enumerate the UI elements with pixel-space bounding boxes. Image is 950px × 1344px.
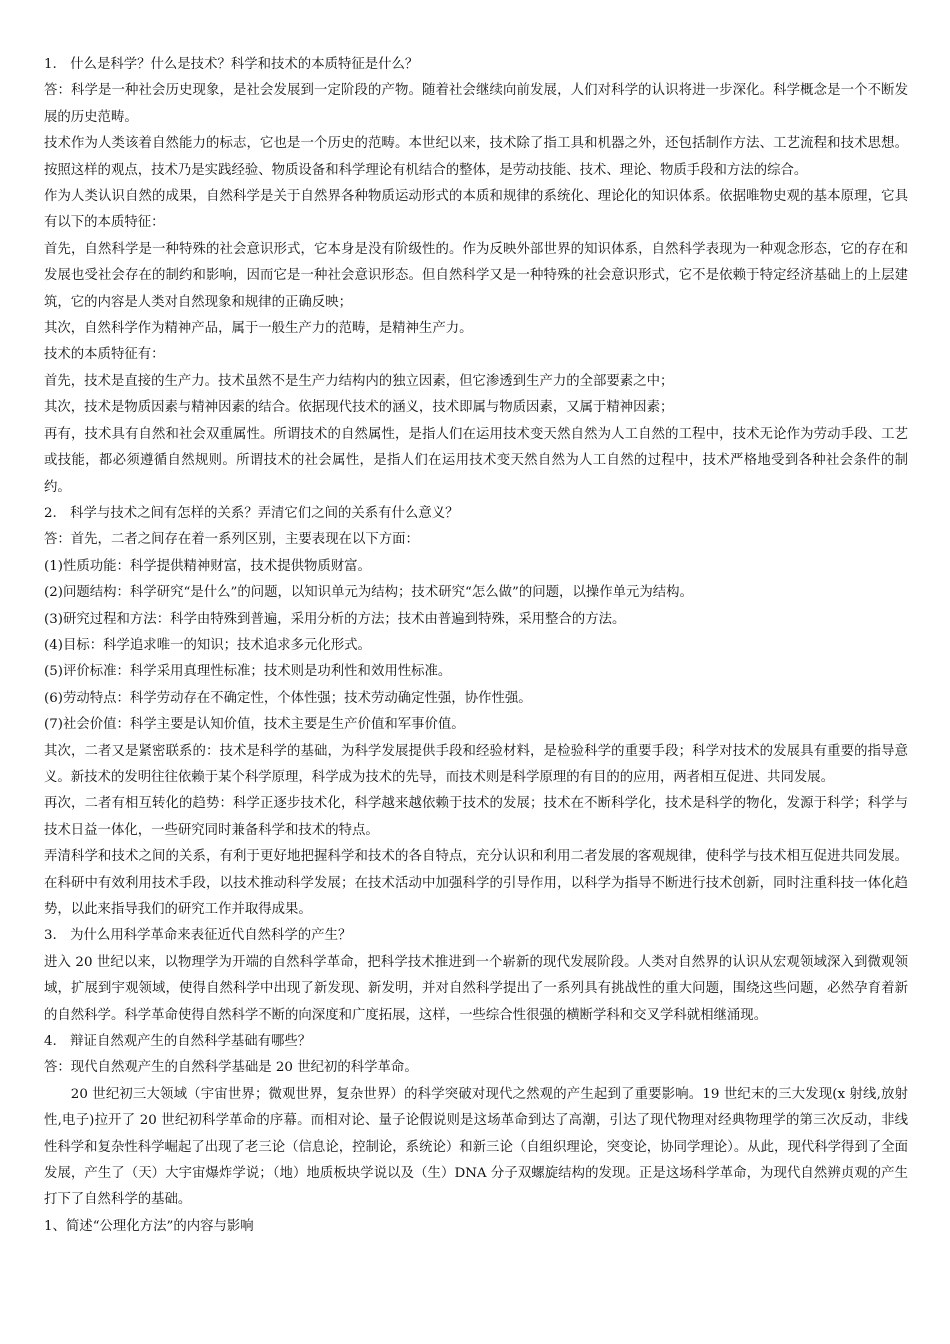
paragraph: 再次，二者有相互转化的趋势：科学正逐步技术化，科学越来越依赖于技术的发展；技术在不断科学化，技术是科学的物化，发源于科学；科学与技术日益一体化，一些研究同时兼备科学和技术的特点。 — [44, 796, 908, 838]
paragraph: (1)性质功能：科学提供精神财富，技术提供物质财富。 — [44, 558, 371, 574]
paragraph: 其次，二者又是紧密联系的：技术是科学的基础，为科学发展提供手段和经验材料，是检验科学的重要手段；科学对技术的发展具有重要的指导意义。新技术的发明往往依赖于某个科学原理，科学成为技术的先导，而技术则是科学原理的有目的的应用，两者相互促进、共同发展。 — [44, 743, 908, 785]
question-heading: 4. 辩证自然观产生的自然科学基础有哪些？ — [44, 1034, 312, 1050]
paragraph: 首先，自然科学是一种特殊的社会意识形式，它本身是没有阶级性的。作为反映外部世界的知识体系，自然科学表现为一种观念形态，它的存在和发展也受社会存在的制约和影响，因而它是一种社会意识形态。但自然科学又是一种特殊的社会意识形式，它不是依赖于特定经济基础上的上层建筑，它的内容是人类对自然现象和规律的正确反映； — [44, 241, 908, 310]
question-heading: 1. 什么是科学？什么是技术？科学和技术的本质特征是什么？ — [44, 57, 419, 72]
paragraph: 答：现代自然观产生的自然科学基础是 20 世纪初的科学革命。 — [44, 1060, 418, 1076]
paragraph: 进入 20 世纪以来，以物理学为开端的自然科学革命，把科学技术推进到一个崭新的现代发展阶段。人类对自然界的认识从宏观领域深入到微观领域，扩展到宇观领域，使得自然科学中出现了新发现、新发明，并对自然科学提出了一系列具有挑战性的重大问题，围绕这些问题，必然孕育着新的自然科学。科学革命使得自然科学不断的向深度和广度拓展，这样，一些综合性很强的横断学科和交叉学科就相继涌现。 — [44, 954, 908, 1023]
paragraph: (3)研究过程和方法：科学由特殊到普遍，采用分析的方法；技术由普遍到特殊，采用整合的方法。 — [44, 611, 626, 627]
paragraph: 其次，自然科学作为精神产品，属于一般生产力的范畴，是精神生产力。 — [44, 321, 473, 337]
paragraph: 技术作为人类该着自然能力的标志，它也是一个历史的范畴。本世纪以来，技术除了指工具和机器之外，还包括制作方法、工艺流程和技术思想。按照这样的观点，技术乃是实践经验、物质设备和科学理论有机结合的整体，是劳动技能、技术、理论、物质手段和方法的综合。 — [44, 136, 908, 178]
paragraph: 技术的本质特征有： — [44, 347, 165, 363]
paragraph: (6)劳动特点：科学劳动存在不确定性，个体性强；技术劳动确定性强，协作性强。 — [44, 690, 532, 706]
paragraph: 答：首先，二者之间存在着一系列区别，主要表现在以下方面： — [44, 532, 419, 548]
paragraph: 作为人类认识自然的成果，自然科学是关于自然界各种物质运动形式的本质和规律的系统化、理论化的知识体系。依据唯物史观的基本原理，它具有以下的本质特征： — [44, 189, 908, 231]
document-body — [44, 52, 908, 1240]
paragraph: 20 世纪初三大领域（宇宙世界；微观世界，复杂世界）的科学突破对现代之然观的产生起到了重要影响。19 世纪末的三大发现(x 射线,放射性,电子)拉开了 20 世纪初科学革命的序幕。而相对论、量子论假说则是这场革命到达了高潮，引达了现代物理对经典物理学的第三次反动，非线性科学和复杂性科学崛起了出现了老三论（信息论，控制论，系统论）和新三论（自组织理论，突变论，协同学理论）。从此，现代科学得到了全面发展，产生了（天）大宇宙爆炸学说；（地）地质板块学说以及（生）DNA 分子双螺旋结构的发现。正是这场科学革命，为现代自然辨贞观的产生打下了自然科学的基础。 — [44, 1086, 908, 1208]
paragraph: 弄清科学和技术之间的关系，有利于更好地把握科学和技术的各自特点，充分认识和利用二者发展的客观规律，使科学与技术相互促进共同发展。在科研中有效利用技术手段，以技术推动科学发展；在技术活动中加强科学的引导作用，以科学为指导不断进行技术创新，同时注重科技一体化趋势，以此来指导我们的研究工作并取得成果。 — [44, 849, 908, 917]
paragraph: (4)目标：科学追求唯一的知识；技术追求多元化形式。 — [44, 637, 371, 653]
paragraph: (7)社会价值：科学主要是认知价值，技术主要是生产价值和军事价值。 — [44, 717, 465, 733]
paragraph: 答：科学是一种社会历史现象，是社会发展到一定阶段的产物。随着社会继续向前发展，人们对科学的认识将进一步深化。科学概念是一个不断发展的历史范畴。 — [44, 83, 908, 125]
paragraph: 其次，技术是物质因素与精神因素的结合。依据现代技术的涵义，技术即属与物质因素，又属于精神因素； — [44, 400, 674, 416]
question-heading: 1、简述“公理化方法”的内容与影响 — [44, 1218, 254, 1234]
paragraph: 首先，技术是直接的生产力。技术虽然不是生产力结构内的独立因素，但它渗透到生产力的全部要素之中； — [44, 373, 674, 389]
paragraph: (5)评价标准：科学采用真理性标准；技术则是功利性和效用性标准。 — [44, 664, 452, 680]
question-heading: 2. 科学与技术之间有怎样的关系？弄清它们之间的关系有什么意义？ — [44, 505, 459, 521]
paragraph: (2)问题结构：科学研究“是什么”的问题，以知识单元为结构；技术研究“怎么做”的问题，以操作单元为结构。 — [44, 585, 693, 601]
paragraph: 再有，技术具有自然和社会双重属性。所谓技术的自然属性，是指人们在运用技术变天然自然为人工自然的工程中，技术无论作为劳动手段、工艺或技能，都必须遵循自然规则。所谓技术的社会属性，是指人们在运用技术变天然自然为人工自然的过程中，技术严格地受到各种社会条件的制约。 — [44, 426, 908, 495]
question-heading: 3. 为什么用科学革命来表征近代自然科学的产生？ — [44, 928, 352, 944]
